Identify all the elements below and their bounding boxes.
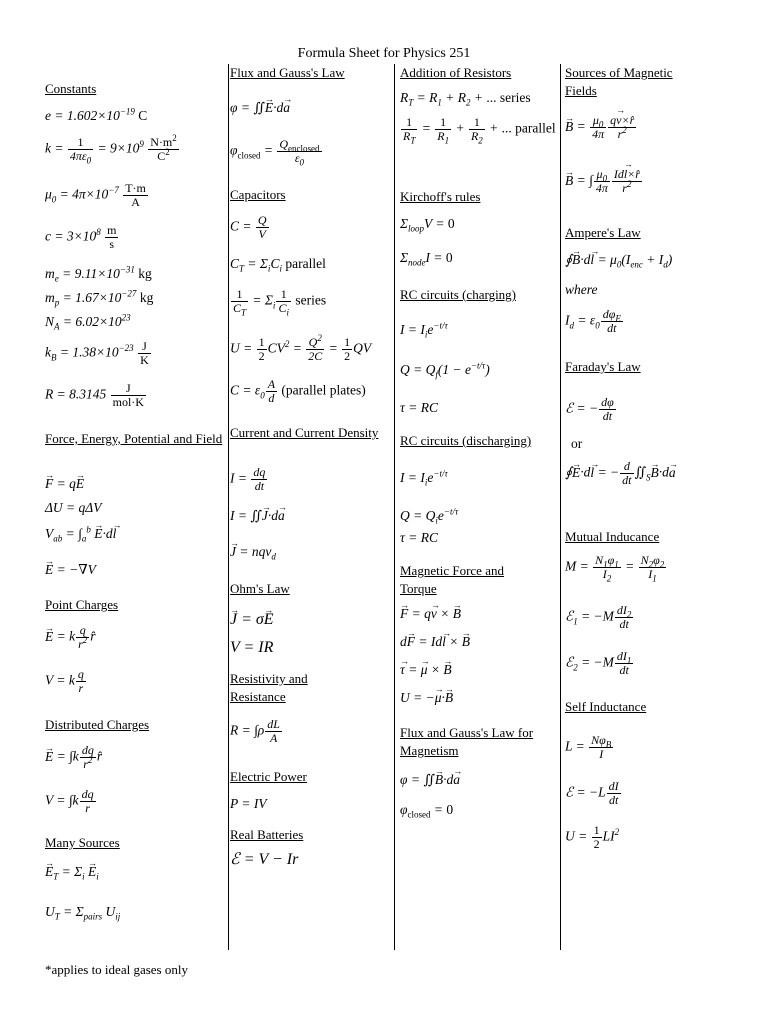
- formula-field-gradient: → E = −∇V: [45, 562, 96, 578]
- formula-capacitor-energy: U = $\frac{1}{2}$ $CV^2$ = $\frac{Q^2}{2C}$ = $\frac{1}{2}$ QV: [230, 333, 372, 363]
- heading-current: Current and Current Density: [230, 425, 379, 440]
- heading-constants: Constants: [45, 81, 97, 96]
- column-divider: [560, 64, 561, 950]
- formula-displacement-current: $I_d = \varepsilon_0$ $\frac{d\varphi_E}{dt}$: [565, 307, 621, 335]
- formula-faraday-emf: ℰ = − $\frac{d\varphi}{dt}$: [565, 395, 614, 423]
- formula-faraday-integral: ∮→ E·d→ l = − $\frac{d}{dt}$ $∬_S\to B\cdot d\to a$: [565, 460, 676, 487]
- heading-magnetic-force: Magnetic Force and Torque: [400, 563, 504, 596]
- formula-magnetic-gauss: $\varphi_{closed} = 0$: [400, 802, 454, 820]
- formula-resistors-series: $R_T = R_1 + R_2$ + ... series: [400, 90, 531, 108]
- heading-addition-resistors: Addition of Resistors: [400, 65, 512, 80]
- formula-ohm: V = IR: [230, 639, 274, 656]
- formula-force-field: → F = q→ E: [45, 476, 84, 492]
- formula-coulomb-constant: k = $\frac{1}{4\pi\varepsilon_0}$ = $9\times 10^9$ $\frac{N\cdot m^2}{C^2}$: [45, 133, 177, 166]
- heading-force-energy: Force, Energy, Potential and Field: [45, 431, 223, 446]
- heading-real-batteries: Real Batteries: [230, 827, 304, 842]
- heading-kirchoff: Kirchoff's rules: [400, 189, 481, 204]
- formula-rc-discharging-charge: $Q = Q_ie^{-t/\tau}$: [400, 506, 459, 526]
- formula-capacitors-series: $\frac{1}{C_T}$ = $\Sigma_i$ $\frac{1}{C_i}$ series: [233, 287, 327, 318]
- formula-kirchoff-node: $\Sigma_{node}I = 0$: [400, 250, 453, 268]
- formula-rc-charging-current: $I = I_ie^{-t/\tau}$: [400, 320, 448, 340]
- label-or: or: [571, 436, 583, 451]
- formula-rc-charging-charge: $Q = Q_f(1 - e^{-t/\tau})$: [400, 360, 490, 380]
- footnote: *applies to ideal gases only: [45, 962, 188, 977]
- formula-current-density: → J = nqv$_d$: [230, 544, 276, 560]
- formula-ohm-density: → J = σ→ E: [230, 612, 274, 628]
- formula-point-potential: V = k $\frac{q}{r}$: [45, 667, 84, 695]
- heading-faraday: Faraday's Law: [565, 359, 641, 374]
- formula-time-constant-2: τ = RC: [400, 530, 438, 545]
- heading-resistivity: Resistivity and Resistance: [230, 671, 308, 704]
- formula-wire-force: d→ F = Id→ l × → B: [400, 634, 470, 650]
- column-divider: [228, 64, 229, 950]
- formula-potential-energy: ΔU = qΔV: [45, 500, 102, 515]
- formula-self-inductance: L = $\frac{N\varphi_B}{I}$: [565, 733, 612, 761]
- heading-sources-magnetic: Sources of Magnetic Fields: [565, 65, 673, 98]
- formula-magnetic-flux: φ = ∬→ B·d→ a: [400, 772, 460, 788]
- formula-proton-mass: $m_p = 1.67\times 10^{-27}$ kg: [45, 288, 154, 308]
- formula-resistors-parallel: $\frac{1}{R_T}$ = $\frac{1}{R_1}$ + $\frac{1}{R_2}$ + ... parallel: [403, 115, 556, 146]
- formula-capacitors-parallel: $C_T = \Sigma_iC_i$ parallel: [230, 256, 326, 274]
- formula-avogadro: $N_A = 6.02\times 10^{23}$: [45, 312, 131, 332]
- heading-flux-gauss-magnetism: Flux and Gauss's Law for Magnetism: [400, 725, 534, 758]
- formula-current: I = $\frac{dq}{dt}$: [230, 465, 266, 493]
- formula-ampere-law: ∮→ $B\cdot d\to l = \mu_0(I_{enc} + I_d)$: [565, 252, 672, 268]
- formula-gas-constant: R = 8.3145 $\frac{J}{\text{mol·K}}$: [45, 381, 144, 409]
- formula-boltzmann: $k_B = 1.38\times 10^{-23}$ $\frac{J}{K}$: [45, 339, 149, 367]
- formula-biot-savart-charge: → B = $\frac{\mu_0}{4\pi}$ $\frac{q\to v\times r̂}{r^2}$: [565, 114, 637, 141]
- formula-permeability: $\mu_0 = 4\pi\times 10^{-7}$ $\frac{T\cdot m}{A}$: [45, 181, 146, 209]
- formula-point-field: → E = k $\frac{q}{r^2}$ r̂: [45, 624, 96, 651]
- label-where: where: [565, 282, 598, 297]
- formula-torque: → τ = → μ × → B: [400, 662, 452, 678]
- heading-point-charges: Point Charges: [45, 597, 119, 612]
- formula-mutual-inductance: M = $\frac{N_1\varphi_1}{I_2}$ = $\frac{N_2\varphi_2}{I_1}$: [565, 553, 665, 584]
- heading-rc-discharging: RC circuits (discharging): [400, 433, 532, 448]
- page-title: Formula Sheet for Physics 251: [297, 46, 471, 61]
- formula-distributed-potential: V = ∫k $\frac{dq}{r}$: [45, 787, 94, 815]
- formula-distributed-field: → E = ∫k $\frac{dq}{r^2}$ r̂: [45, 744, 102, 771]
- formula-capacitance: C = $\frac{Q}{V}$: [230, 213, 267, 241]
- formula-inductor-energy: U = $\frac{1}{2}$ $LI^2$: [565, 823, 620, 851]
- heading-ampere: Ampere's Law: [565, 225, 641, 240]
- formula-power: P = IV: [230, 796, 267, 811]
- formula-resistance: R = ∫ρ $\frac{dL}{A}$: [230, 717, 280, 745]
- formula-gauss-law: $\varphi_{closed}$ = $\frac{Q_{enclosed}}{\varepsilon_0}$: [230, 137, 320, 168]
- formula-electron-mass: $m_e = 9.11\times 10^{-31}$ kg: [45, 264, 152, 284]
- formula-dipole-energy: U = −→ μ·→ B: [400, 690, 453, 706]
- formula-mutual-emf-2: ℰ$_2$ = −M $\frac{dI_1}{dt}$: [565, 649, 632, 677]
- formula-potential-difference: $V_{ab} = \int_a^b \to E\cdot d\to l$: [45, 526, 116, 542]
- formula-biot-savart-current: → B = ∫ $\frac{\mu_0}{4\pi}$ $\frac{Id\to l\times r̂}{r^2}$: [565, 168, 643, 195]
- heading-many-sources: Many Sources: [45, 835, 120, 850]
- formula-speed-of-light: $c = 3\times 10^8$ $\frac{m}{s}$: [45, 223, 117, 251]
- heading-capacitors: Capacitors: [230, 187, 286, 202]
- formula-mutual-emf-1: ℰ$_1$ = −M $\frac{dI_2}{dt}$: [565, 603, 632, 631]
- formula-rc-discharging-current: $I = I_ie^{-t/\tau}$: [400, 468, 448, 488]
- formula-parallel-plates: $C = \varepsilon_0$ $\frac{A}{d}$ (parallel plates): [230, 377, 366, 405]
- formula-kirchoff-loop: $\Sigma_{loop}V = 0$: [400, 216, 455, 234]
- formula-current-density-flux: I = ∬→ J·d→ a: [230, 508, 285, 524]
- heading-flux-gauss: Flux and Gauss's Law: [230, 65, 345, 80]
- heading-electric-power: Electric Power: [230, 769, 307, 784]
- formula-total-field: → $E_T = \Sigma_i \to E_i$: [45, 864, 99, 880]
- heading-rc-charging: RC circuits (charging): [400, 287, 517, 302]
- formula-electric-flux: φ = ∬→ E·d→ a: [230, 100, 290, 116]
- heading-ohms-law: Ohm's Law: [230, 581, 290, 596]
- formula-self-emf: ℰ = −L $\frac{dI}{dt}$: [565, 779, 619, 807]
- formula-battery: ℰ = V − Ir: [230, 851, 299, 868]
- heading-distributed-charges: Distributed Charges: [45, 717, 150, 732]
- heading-mutual-inductance: Mutual Inducance: [565, 529, 660, 544]
- heading-self-inductance: Self Inductance: [565, 699, 647, 714]
- formula-magnetic-force: → F = q→ v × → B: [400, 606, 461, 622]
- formula-time-constant: τ = RC: [400, 400, 438, 415]
- formula-elementary-charge: $e = 1.602\times 10^{-19}$ C: [45, 106, 148, 123]
- formula-total-energy: $U_T = \Sigma_{pairs}$ $U_{ij}$: [45, 904, 121, 922]
- column-divider: [394, 64, 395, 950]
